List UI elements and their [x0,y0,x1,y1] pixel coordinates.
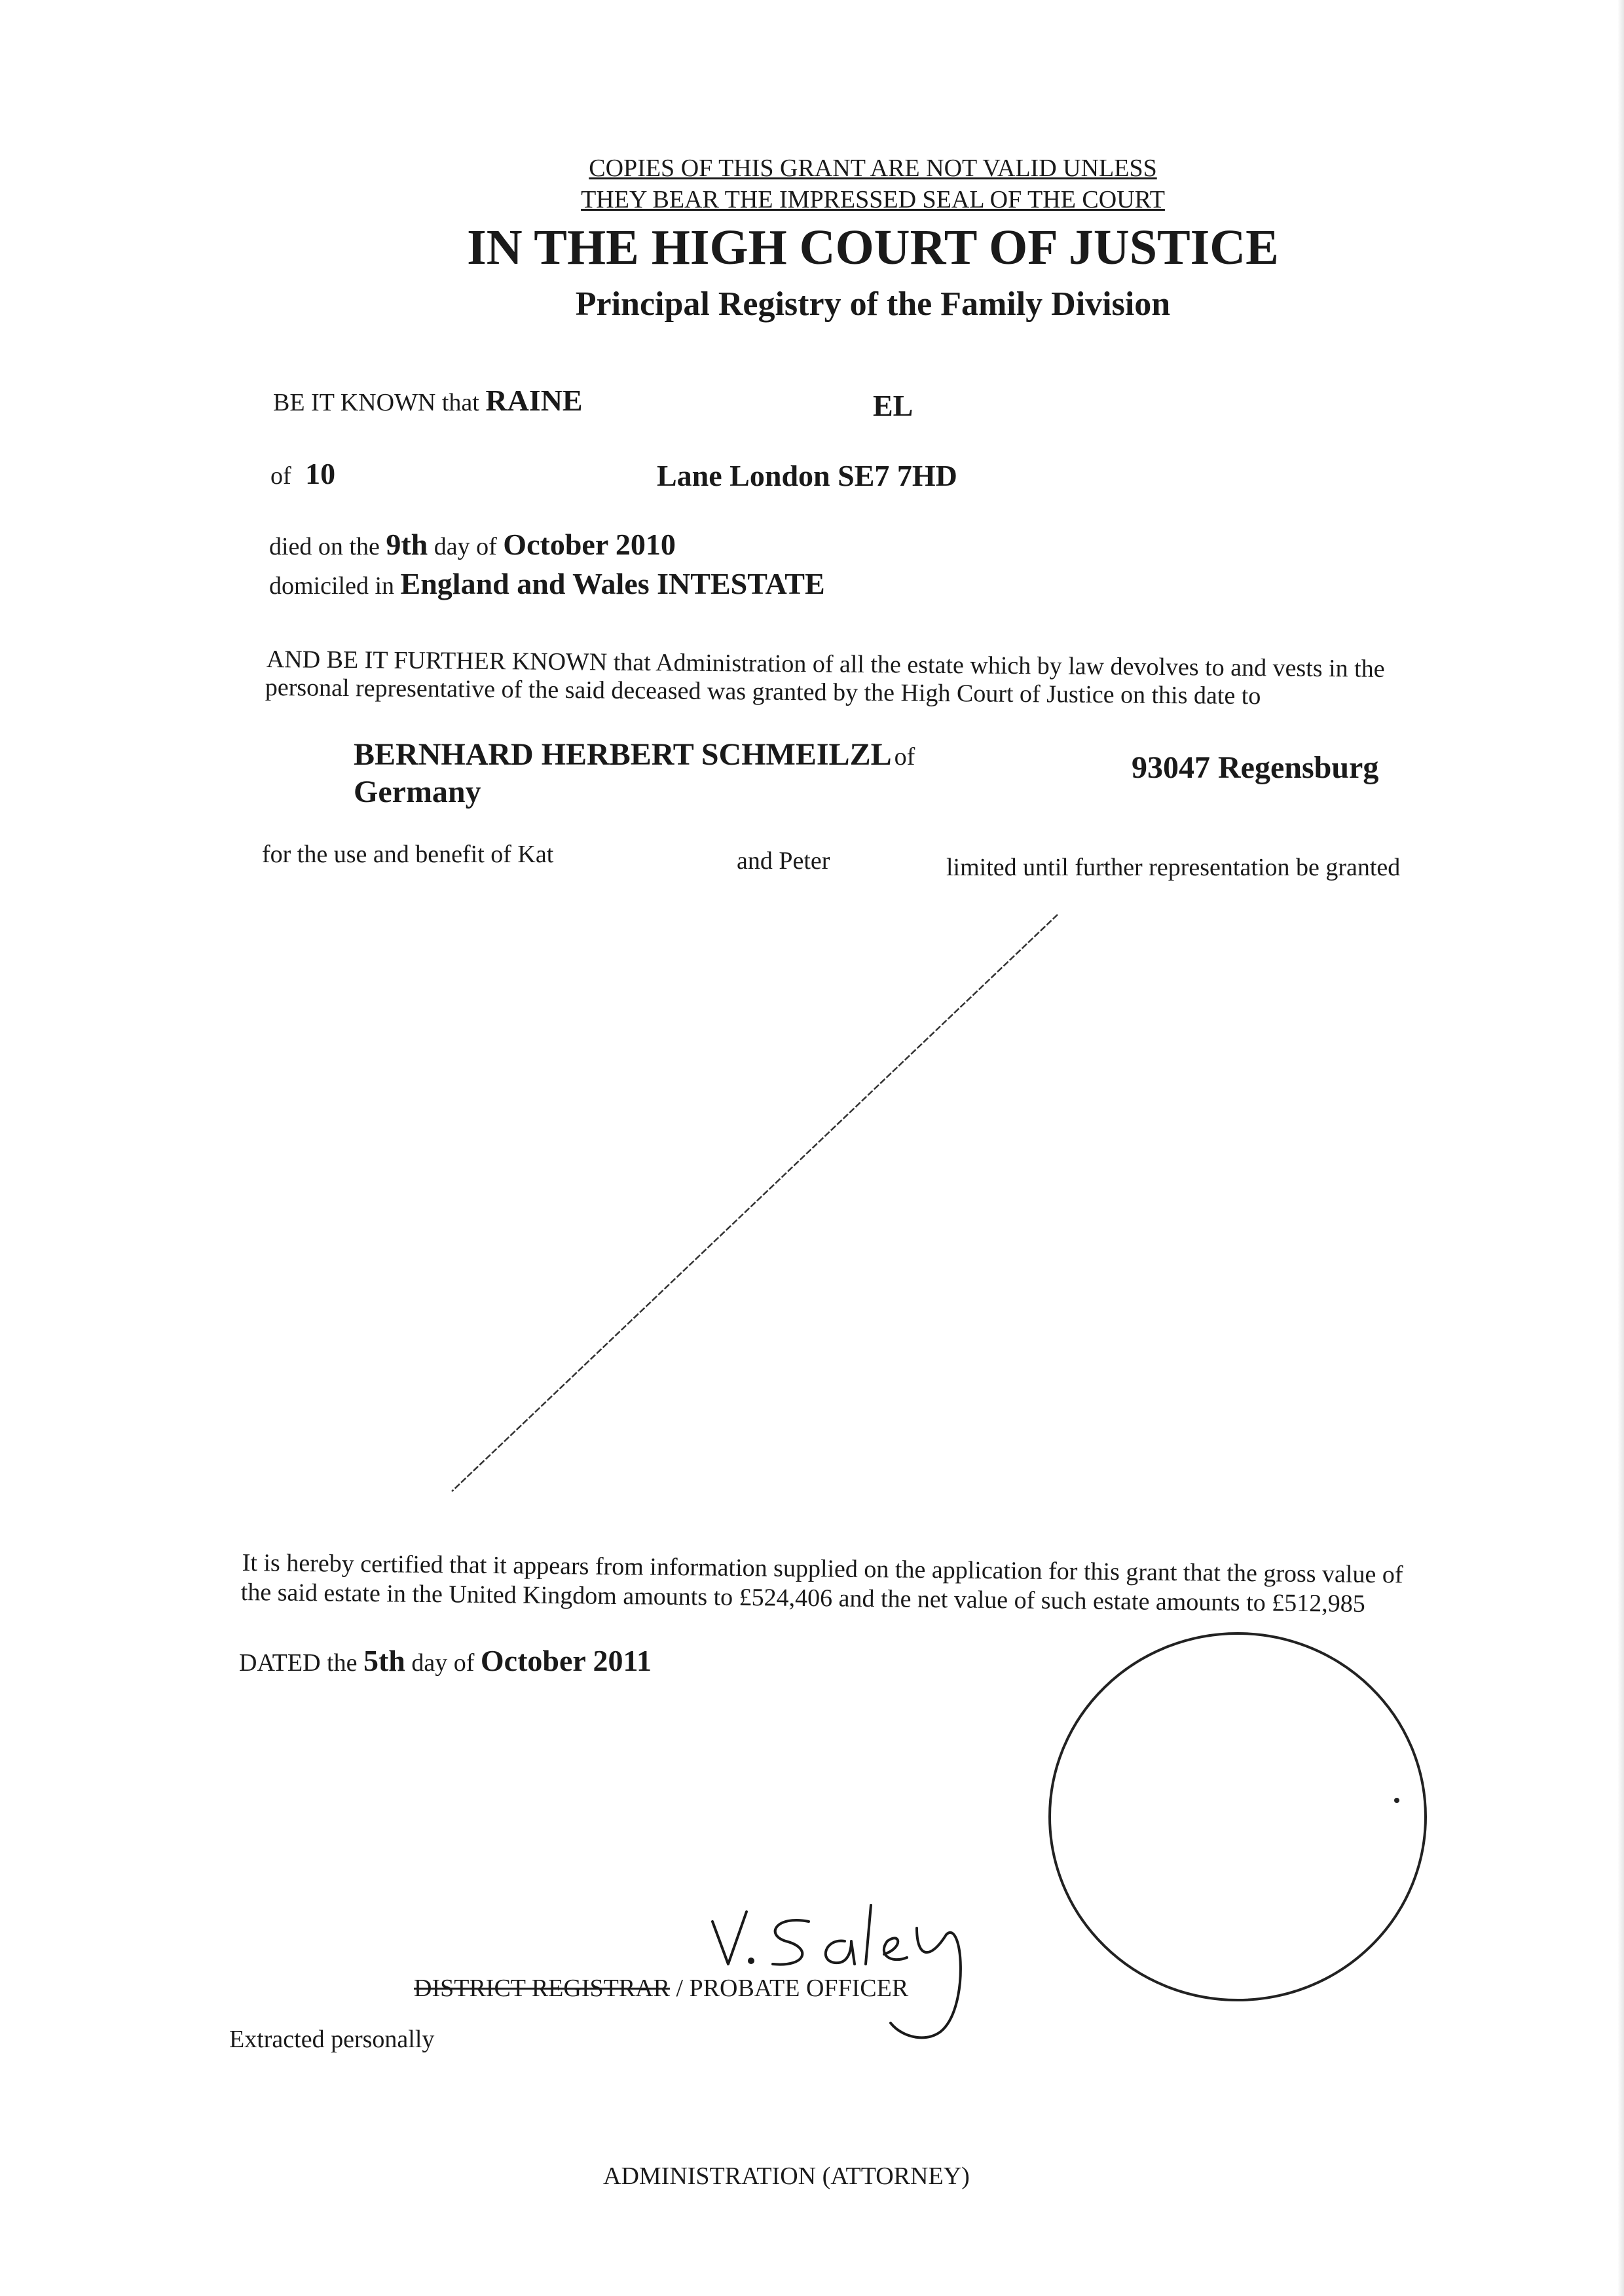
grant-line1: AND BE IT FURTHER KNOWN that Administration of all the estate which by law devolves to and vests in the [266,645,1385,683]
grant-line2: personal representative of the said deceased was granted by the High Court of Justice on this date to [265,674,1261,710]
certificate-line2: the said estate in the United Kingdom amounts to £524,406 and the net value of such estate amounts to £512,985 [240,1578,1365,1618]
court-title: IN THE HIGH COURT OF JUSTICE [467,220,1279,275]
certificate-line1: It is hereby certified that it appears from information supplied on the application for this grant that the gross value of [242,1549,1403,1589]
administrator-city: 93047 Regensburg [1132,750,1379,785]
administrator-country: Germany [354,774,481,809]
death-month-year: October 2010 [503,528,676,561]
extracted-personally: Extracted personally [229,2026,435,2053]
officer-title-line [414,1974,908,2003]
struck-district-registrar: DISTRICT REGISTRAR [414,1975,670,2002]
benefit-prefix: for the use and benefit of Kat [262,841,554,868]
domicile-value: England and Wales INTESTATE [400,567,825,600]
validity-notice-line2: THEY BEAR THE IMPRESSED SEAL OF THE COURT [581,186,1165,213]
address-start: 10 [305,457,336,490]
dated-day: 5th [363,1644,405,1677]
grant-type-footer: ADMINISTRATION (ATTORNEY) [603,2162,970,2190]
dated-day-of: day of [411,1649,475,1677]
address-of-label: of [270,462,291,490]
registry-name: Principal Registry of the Family Division [575,285,1171,323]
died-prefix: died on the [269,533,380,560]
benefit-mid: and Peter [737,847,830,875]
dated-month-year: October 2011 [480,1644,652,1677]
probate-officer-title: PROBATE OFFICER [689,1975,909,2002]
title-separator: / [669,1975,690,2002]
deceased-name-end: EL [873,389,913,422]
validity-notice-line1: COPIES OF THIS GRANT ARE NOT VALID UNLESS [589,155,1157,182]
domiciled-prefix: domiciled in [269,572,395,600]
administrator-of: of [894,743,915,771]
administrator-name: BERNHARD HERBERT SCHMEILZL [354,737,892,772]
deceased-name-start: RAINE [485,384,583,417]
benefit-suffix: limited until further representation be granted [946,854,1401,881]
death-day-of: day of [434,533,497,560]
dated-prefix: DATED the [239,1649,358,1677]
death-day: 9th [386,528,428,561]
address-end: Lane London SE7 7HD [657,459,957,492]
known-intro-text: BE IT KNOWN that [273,389,479,416]
